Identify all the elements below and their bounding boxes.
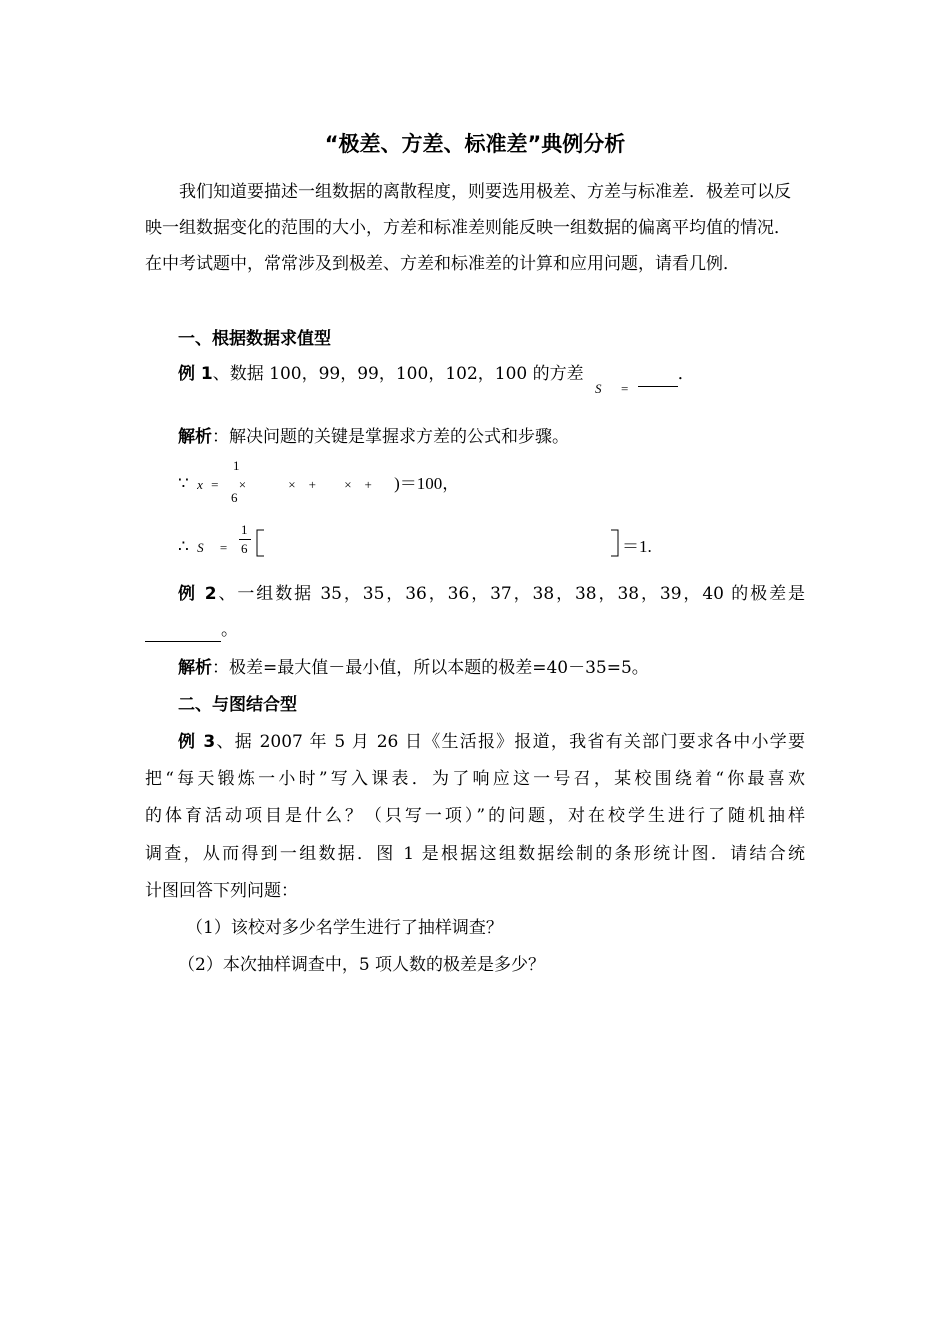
example-3-label: 例 3 <box>178 732 216 752</box>
example-2-continued <box>145 618 238 642</box>
therefore-symbol: ∴ <box>178 537 189 556</box>
mean-formula <box>178 472 459 497</box>
example-1-label: 例 1 <box>178 364 213 384</box>
mean-equals: = <box>211 477 219 492</box>
example-3-line-2: 把“每天锻炼一小时”写入课表．为了响应这一号召，某校围绕着“你最喜欢 <box>145 769 805 789</box>
times-3: × + <box>344 477 372 492</box>
question-1: （1）该校对多少名学生进行了抽样调查？ <box>186 918 503 938</box>
variance-fraction-bar <box>239 539 251 540</box>
example-2 <box>178 582 805 606</box>
analysis-2 <box>178 656 649 680</box>
example-3-line-3: 的体育活动项目是什么？（只写一项）”的问题，对在校学生进行了随机抽样 <box>145 806 805 826</box>
section-heading-2: 二、与图结合型 <box>178 695 297 715</box>
variance-equals: = <box>620 381 629 396</box>
right-bracket-icon <box>609 528 621 558</box>
example-2-end: 。 <box>221 620 238 640</box>
example-1-end: ． <box>677 364 695 384</box>
times-1: × <box>238 477 247 492</box>
variance-symbol: S <box>595 381 602 396</box>
analysis-1 <box>178 425 569 449</box>
times-2: × + <box>288 477 316 492</box>
intro-paragraph <box>145 174 805 282</box>
example-3-text-1: 、据 2007 年 5 月 26 日《生活报》报道，我省有关部门要求各中小学要 <box>215 732 805 752</box>
mean-denominator: 6 <box>231 490 238 505</box>
example-3-line-1 <box>178 730 805 754</box>
example-3-line-5: 计图回答下列问题： <box>145 881 298 901</box>
example-1 <box>178 362 695 396</box>
variance-numerator: 1 <box>241 522 248 537</box>
intro-text: 我们知道要描述一组数据的离散程度，则要选用极差、方差与标准差．极差可以反映一组数据变化的范围的大小，方差和标准差则能反映一组数据的偏离平均值的情况． 在中考试题中，常常涉及到极差、方差和标准差的计算和应用问题，请看几例． <box>145 182 800 274</box>
example-1-text: 、数据 100，99，99，100，102，100 的方差 <box>212 364 584 384</box>
analysis-2-label: 解析 <box>178 658 212 678</box>
left-bracket-icon <box>254 528 266 558</box>
analysis-1-label: 解析 <box>178 427 212 447</box>
mean-numerator: 1 <box>233 458 240 473</box>
question-2: （2）本次抽样调查中，5 项人数的极差是多少？ <box>178 955 546 975</box>
example-2-label: 例 2 <box>178 584 217 604</box>
answer-blank-2 <box>145 621 221 642</box>
variance-formula-equals: = <box>219 540 228 555</box>
analysis-2-text: ：极差=最大值－最小值，所以本题的极差=40－35=5。 <box>212 658 649 678</box>
answer-blank-1 <box>638 386 678 387</box>
mean-x: x <box>197 477 203 492</box>
mean-result: )＝100， <box>394 474 460 493</box>
example-3-line-4: 调查，从而得到一组数据．图 1 是根据这组数据绘制的条形统计图．请结合统 <box>145 844 805 864</box>
example-2-text: 、一组数据 35，35，36，36，37，38，38，38，39，40 的极差是 <box>216 584 805 604</box>
analysis-1-text: ：解决问题的关键是掌握求方差的公式和步骤。 <box>212 427 569 447</box>
variance-denominator: 6 <box>241 541 248 556</box>
document-title: “极差、方差、标准差”典例分析 <box>324 132 626 156</box>
variance-formula <box>178 535 227 560</box>
variance-s: S <box>197 540 204 555</box>
section-heading-1: 一、根据数据求值型 <box>178 329 331 349</box>
variance-result: ＝1. <box>622 537 652 556</box>
because-symbol: ∵ <box>178 474 189 493</box>
